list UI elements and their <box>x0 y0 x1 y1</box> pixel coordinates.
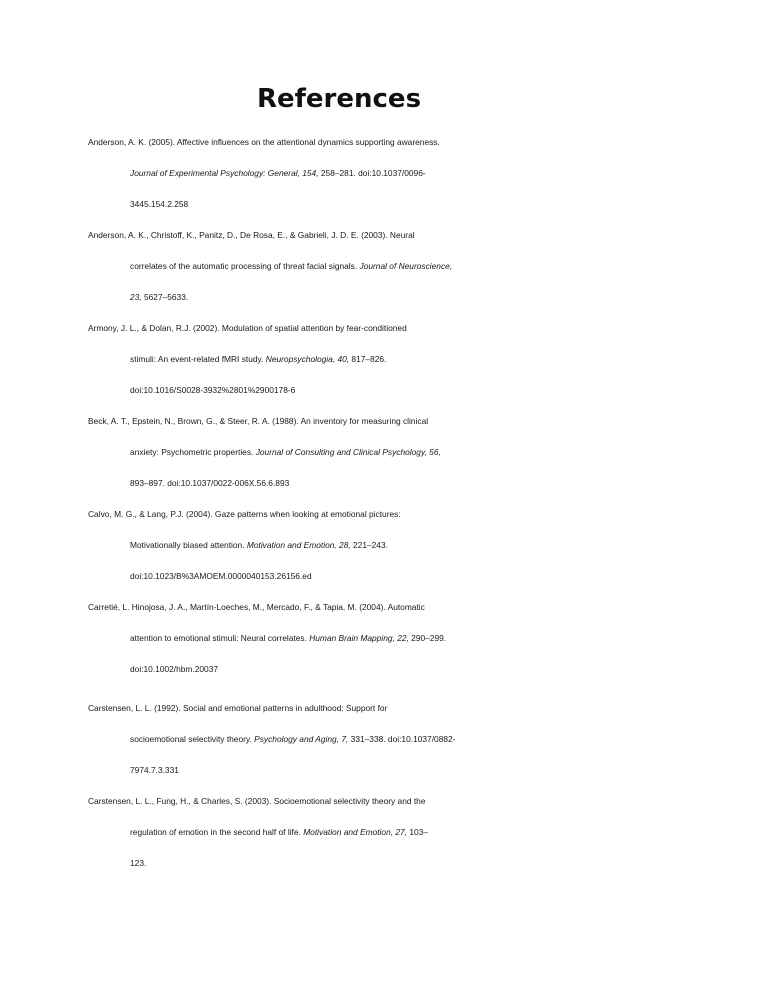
reference-italic-text: Psychology and Aging, 7, <box>254 734 349 744</box>
reference-continuation-line <box>130 855 146 871</box>
reference-continuation-line <box>130 537 388 553</box>
reference-first-line <box>88 700 387 716</box>
reference-continuation-line <box>130 661 218 677</box>
reference-text: 893–897. doi:10.1037/0022-006X.56.6.893 <box>130 478 290 488</box>
reference-text: correlates of the automatic processing of threat facial signals. <box>130 261 360 271</box>
reference-text: 258–281. doi:10.1037/0096- <box>318 168 426 178</box>
reference-text: Carstensen, L. L., Fung, H., & Charles, S. (2003). Socioemotional selectivity theory and the <box>88 796 426 806</box>
reference-text: Carstensen, L. L. (1992). Social and emotional patterns in adulthood: Support for <box>88 703 388 713</box>
reference-continuation-line <box>130 289 188 305</box>
reference-continuation-line <box>130 568 312 584</box>
reference-text: 221–243. <box>350 540 388 550</box>
reference-first-line <box>88 227 415 243</box>
reference-italic-text: Motivation and Emotion, 28, <box>246 540 351 550</box>
reference-text: socioemotional selectivity theory. <box>130 734 255 744</box>
reference-text: stimuli: An event-related fMRI study. <box>130 354 266 364</box>
reference-text: 3445.154.2.258 <box>130 199 189 209</box>
page-title: References <box>256 84 422 114</box>
reference-first-line <box>88 320 407 336</box>
reference-italic-text: Motivation and Emotion, 27, <box>303 827 408 837</box>
reference-text: 331–338. doi:10.1037/0882- <box>348 734 456 744</box>
reference-first-line <box>88 506 401 522</box>
reference-first-line <box>88 599 425 615</box>
reference-text: 5627–5633. <box>141 292 189 302</box>
reference-continuation-line <box>130 444 441 460</box>
reference-continuation-line <box>130 630 446 646</box>
reference-text: Motivationally biased attention. <box>130 540 247 550</box>
reference-text: 123. <box>130 858 147 868</box>
reference-first-line <box>88 413 428 429</box>
reference-text: Anderson, A. K., Christoff, K., Panitz, D., De Rosa, E., & Gabrieli, J. D. E. (2003). Neural <box>88 230 415 240</box>
reference-continuation-line <box>130 258 452 274</box>
reference-continuation-line <box>130 731 455 747</box>
reference-text: Beck, A. T., Epstein, N., Brown, G., & Steer, R. A. (1988). An inventory for measuring clinical <box>88 416 429 426</box>
reference-text: anxiety: Psychometric properties. <box>130 447 256 457</box>
reference-text: doi:10.1002/hbm.20037 <box>130 664 219 674</box>
reference-text: Calvo, M. G., & Lang, P.J. (2004). Gaze patterns when looking at emotional pictures: <box>88 509 401 519</box>
reference-text: regulation of emotion in the second half of life. <box>130 827 304 837</box>
reference-italic-text: Neuropsychologia, 40, <box>265 354 350 364</box>
reference-continuation-line <box>130 165 426 181</box>
reference-text: doi:10.1023/B%3AMOEM.0000040153.26156.ed <box>130 571 312 581</box>
reference-text: Armony, J. L., & Dolan, R.J. (2002). Modulation of spatial attention by fear-conditioned <box>88 323 407 333</box>
reference-continuation-line <box>130 475 289 491</box>
reference-text: Anderson, A. K. (2005). Affective influences on the attentional dynamics supporting awareness. <box>88 137 440 147</box>
reference-italic-text: Human Brain Mapping, 22, <box>309 633 409 643</box>
reference-continuation-line <box>130 382 295 398</box>
reference-italic-text: 23, <box>130 292 142 302</box>
reference-continuation-line <box>130 351 386 367</box>
reference-text: 7974.7.3.331 <box>130 765 179 775</box>
reference-first-line <box>88 134 440 150</box>
reference-text: 103– <box>407 827 428 837</box>
reference-italic-text: Journal of Experimental Psychology: General, 154, <box>130 168 319 178</box>
reference-text: attention to emotional stimuli: Neural correlates. <box>130 633 310 643</box>
reference-continuation-line <box>130 762 179 778</box>
reference-text: 290–299. <box>408 633 447 643</box>
reference-italic-text: Journal of Neuroscience, <box>359 261 453 271</box>
reference-text: 817–826. <box>349 354 387 364</box>
reference-italic-text: Journal of Consulting and Clinical Psychology, 56, <box>255 447 441 457</box>
reference-continuation-line <box>130 196 188 212</box>
reference-continuation-line <box>130 824 428 840</box>
reference-first-line <box>88 793 426 809</box>
reference-text: doi:10.1016/S0028-3932%2801%2900178-6 <box>130 385 296 395</box>
reference-text: Carretié, L. Hinojosa, J. A., Martín-Loeches, M., Mercado, F., & Tapia, M. (2004). Automatic <box>88 602 425 612</box>
